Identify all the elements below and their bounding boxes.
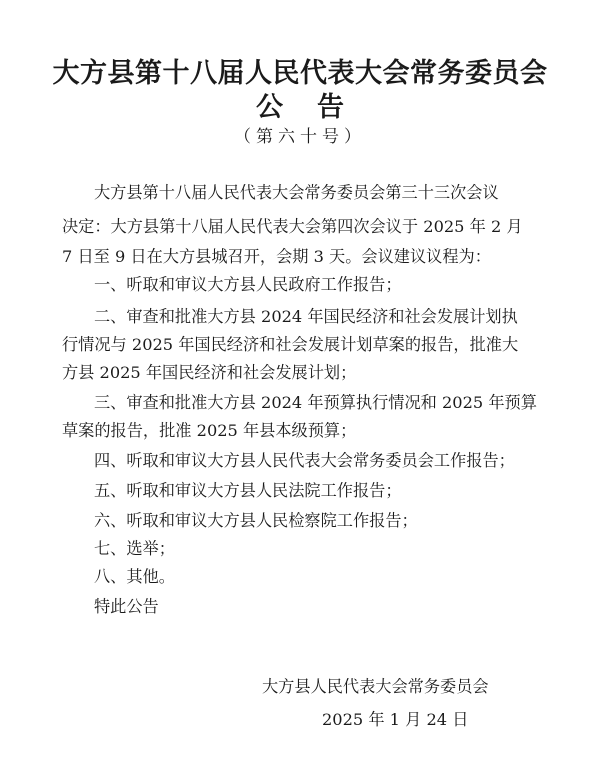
agenda-item-2-line-3: 方县 2025 年国民经济和社会发展计划； bbox=[62, 363, 357, 382]
document-title: 大方县第十八届人民代表大会常务委员会 bbox=[52, 58, 548, 89]
document-subtitle: 公告 bbox=[256, 92, 378, 123]
agenda-item-2-line-2: 行情况与 2025 年国民经济和社会发展计划草案的报告，批准大 bbox=[62, 335, 519, 354]
closing-text: 特此公告 bbox=[94, 597, 159, 616]
intro-line-2: 决定：大方县第十八届人民代表大会第四次会议于 2025 年 2 月 bbox=[62, 217, 523, 236]
agenda-item-7: 七、选举； bbox=[94, 539, 175, 558]
agenda-item-2-line-1: 二、审查和批准大方县 2024 年国民经济和社会发展计划执 bbox=[94, 307, 518, 326]
signature-organization: 大方县人民代表大会常务委员会 bbox=[262, 677, 489, 696]
agenda-item-3-line-2: 草案的报告，批准 2025 年县本级预算； bbox=[62, 421, 357, 440]
agenda-item-4: 四、听取和审议大方县人民代表大会常务委员会工作报告； bbox=[94, 451, 515, 470]
agenda-item-8: 八、其他。 bbox=[94, 567, 175, 586]
agenda-item-5: 五、听取和审议大方县人民法院工作报告； bbox=[94, 481, 402, 500]
agenda-item-3-line-1: 三、审查和批准大方县 2024 年预算执行情况和 2025 年预算 bbox=[94, 393, 537, 412]
agenda-item-1: 一、听取和审议大方县人民政府工作报告； bbox=[94, 275, 402, 294]
intro-line-1: 大方县第十八届人民代表大会常务委员会第三十三次会议 bbox=[94, 183, 499, 202]
agenda-item-6: 六、听取和审议大方县人民检察院工作报告； bbox=[94, 511, 418, 530]
announcement-number: （第六十号） bbox=[234, 127, 366, 147]
signature-date: 2025 年 1 月 24 日 bbox=[322, 710, 469, 729]
intro-line-3: 7 日至 9 日在大方县城召开，会期 3 天。会议建议议程为： bbox=[62, 247, 491, 266]
